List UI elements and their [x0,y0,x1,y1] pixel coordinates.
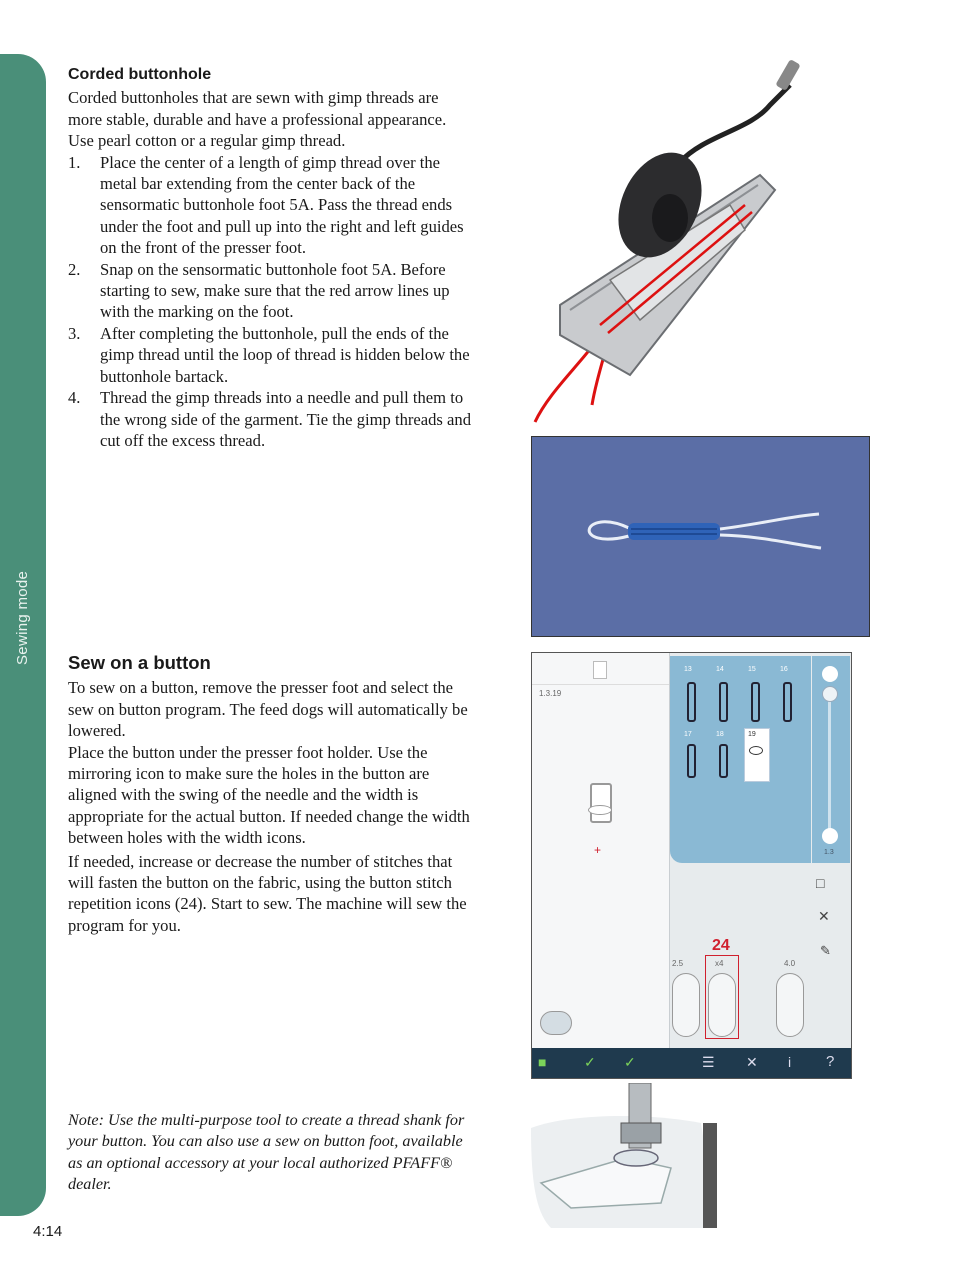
needle-position-icon: + [594,843,602,857]
corded-intro: Corded buttonholes that are sewn with gimp threads are more stable, durable and have a professional appearance. Use pearl cotton or a regular gimp thread. [68,88,447,151]
help-icon[interactable]: ? [826,1053,835,1070]
stitch-14[interactable] [719,682,728,722]
list-item: 2. Snap on the sensormatic buttonhole foot 5A. Before starting to sew, make sure that the red arrow lines up with the marking on the foot. [68,259,450,322]
corded-heading: Corded buttonhole [68,66,212,83]
machine-screen: 1.3.19 + 13 14 15 16 17 18 19 1.3 □ ✕ ✎ 2.5 x4 4.0 24 ■ ✓ ✓ ☰ ✕ i ? [531,652,852,1079]
edit-icon[interactable]: ✎ [820,943,831,958]
stitch-preview-panel [532,653,670,1048]
list-item: 3. After completing the buttonhole, pull the ends of the gimp thread until the loop of thread is hidden below the buttonhole bartack. [68,323,470,386]
repeat-stepper[interactable] [708,973,736,1037]
width-stepper[interactable] [672,973,700,1037]
stitch-edit-icon[interactable]: ✓ [584,1054,596,1070]
bottom-toolbar [532,1048,851,1078]
list-item: 4. Thread the gimp threads into a needle and pull them to the wrong side of the garment. Tie the gimp threads and cut off the excess thread. [68,388,471,450]
sew-on-button-photo [531,1083,717,1228]
button-paragraph: If needed, increase or decrease the number of stitches that will fasten the button on the fabric, using the button stitch repetition icons (24). Start to sew. The machine will sew the program for you. [68,851,467,935]
corded-steps [68,152,473,452]
sequence-icon[interactable]: ✓ [624,1054,636,1070]
button-heading: Sew on a button [68,652,211,673]
stitch-menu: 13 14 15 16 17 18 19 [670,656,811,863]
section-tab-label: Sewing mode [14,570,31,665]
corded-section [68,64,473,451]
scrollbar[interactable]: 1.3 [812,656,850,863]
scissors-icon[interactable]: ✕ [818,908,830,924]
page-icon [593,661,607,679]
list-item: 1. Place the center of a length of gimp thread over the metal bar extending from the center back of the sensormatic buttonhole foot 5A. Pass the thread ends under the foot and pull up into the right and left guides on the front of the presser foot. [68,152,464,258]
stitch-16[interactable] [783,682,792,722]
folder-icon[interactable]: □ [816,875,825,891]
tools-icon[interactable]: ✕ [746,1054,758,1070]
page-number: 4:14 [33,1223,63,1240]
buttonhole-foot-illustration [530,50,830,430]
stitch-15[interactable] [751,682,760,722]
menu-icon[interactable]: ☰ [702,1054,715,1070]
mirror-icon[interactable] [540,1011,572,1035]
stitch-17[interactable] [687,744,696,778]
button-paragraph: Place the button under the presser foot holder. Use the mirroring icon to make sure the holes in the button are aligned with the swing of the needle and the width is appropriate for the actual button. If needed change the width between holes with the width icons. [68,742,470,848]
note-text: Note: Use the multi-purpose tool to create a thread shank for your button. You can also use a sew on button foot, available as an optional accessory at your local authorized PFAFF® dealer. [68,1111,465,1194]
button-foot-icon [590,783,612,823]
stitch-13[interactable] [687,682,696,722]
length-stepper[interactable] [776,973,804,1037]
callout-label: 24 [712,937,730,954]
button-paragraph: To sew on a button, remove the presser foot and select the sew on button program. The feed dogs will automatically be lowered. [68,678,468,741]
info-icon[interactable]: i [788,1054,792,1070]
button-section [68,652,473,936]
stitch-18[interactable] [719,744,728,778]
corded-buttonhole-photo [531,436,870,637]
sewing-mode-icon[interactable]: ■ [538,1054,547,1070]
stitch-id: 1.3.19 [539,689,562,698]
